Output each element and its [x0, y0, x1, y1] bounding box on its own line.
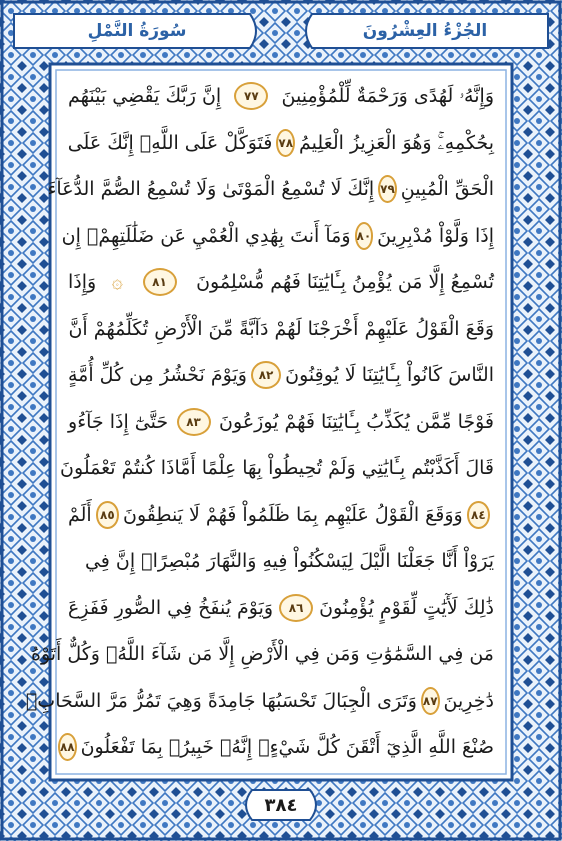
page-number: ٣٨٤ [264, 794, 298, 816]
ayah-number-marker: ٨٧ [421, 687, 440, 715]
ayah-number-marker: ٨٦ [279, 594, 313, 622]
verse-text: الْحَقِّ الْمُبِينِ [400, 178, 494, 200]
verse-line [68, 494, 494, 536]
verse-line [60, 447, 494, 489]
verse-text: فَوْجًا مِّمَّن يُكَذِّبُ بِـَٔايَٰتِنَا فَهُمْ يُوزَعُونَ [219, 410, 494, 433]
verse-text: تُسْمِعُ إِلَّا مَن يُؤْمِنُ بِـَٔايَٰتِنَا فَهُم مُّسْلِمُونَ [196, 271, 494, 293]
verse-line [68, 587, 494, 629]
verse-line [25, 680, 494, 722]
verse-text: دَٰخِرِينَ [443, 689, 494, 712]
surah-title: سُورَةُ النَّمْلِ [87, 21, 187, 41]
ayah-number-marker: ٧٧ [234, 82, 268, 110]
verse-line [68, 122, 494, 164]
verse-line [68, 540, 494, 582]
verse-text: وَقَعَ الْقَوْلُ عَلَيْهِمْ أَخْرَجْنَا لَهُمْ دَآبَّةً مِّنَ الْأَرْضِ تُكَلِّمُهُمْ أَنَّ [68, 317, 494, 340]
verse-text: مَن فِي السَّمَٰوَٰتِ وَمَن فِي الْأَرْضِ إِلَّا مَن شَآءَ اللَّهُۚ وَكُلٌّ أَتَوْهُ [31, 643, 494, 665]
verse-text: قَالَ أَكَذَّبْتُم بِـَٔايَٰتِي وَلَمْ تُحِيطُواْ بِهَا عِلْمًا أَمَّاذَا كُنتُمْ تَعْمَلُونَ [60, 457, 494, 479]
ayah-number-marker: ٨١ [143, 268, 177, 296]
verse-text: حَتَّىٰٓ إِذَا جَآءُو [68, 410, 169, 433]
verse-line [68, 261, 494, 303]
verse-text: إِذَا وَلَّوْاْ مُدْبِرِينَ [377, 224, 494, 247]
rub-el-hizb-marker: ۞ [111, 271, 123, 293]
verse-line [68, 308, 494, 350]
verse-text: النَّاسَ كَانُواْ بِـَٔايَٰتِنَا لَا يُوقِنُونَ [285, 364, 494, 386]
verse-line [68, 75, 494, 117]
verse-text: يَرَوْاْ أَنَّا جَعَلْنَا الَّيْلَ لِيَسْكُنُواْ فِيهِ وَالنَّهَارَ مُبْصِرًاۚ إِنَّ فِي [84, 550, 494, 572]
verse-text: وَإِذَا [68, 271, 97, 293]
ayah-number-marker: ٧٩ [378, 175, 397, 203]
verse-text: وَيَوْمَ نَحْشُرُ مِن كُلِّ أُمَّةٍ [68, 364, 247, 386]
verse-text: إِنَّ رَبَّكَ يَقْضِي بَيْنَهُم [68, 85, 222, 107]
verse-line [68, 401, 494, 443]
verse-text: أَلَمْ [68, 503, 92, 526]
ayah-number-marker: ٨٤ [467, 501, 490, 529]
verse-text: إِنَّكَ لَا تُسْمِعُ الْمَوْتَىٰ وَلَا تُسْمِعُ الصُّمَّ الدُّعَآءَ [47, 178, 375, 200]
ayah-number-marker: ٨٠ [355, 222, 374, 250]
verse-line [68, 354, 494, 396]
verse-text: وَمَآ أَنتَ بِهَٰدِي الْعُمْيِ عَن ضَلَٰلَتِهِمْۖ إِن [61, 224, 351, 247]
ayah-number-marker: ٨٥ [96, 501, 119, 529]
juz-title: الجُزْءُ العِشْرُونَ [362, 21, 488, 41]
verse-text: وَيَوْمَ يُنفَخُ فِي الصُّورِ فَفَزِعَ [68, 596, 274, 619]
ayah-number-marker: ٨٨ [58, 733, 77, 761]
verse-text: صُنْعَ اللَّهِ الَّذِيٓ أَتْقَنَ كُلَّ شَيْءٍۚ إِنَّهُۥ خَبِيرُۢ بِمَا تَفْعَلُونَ [80, 736, 494, 758]
verse-text: وَتَرَى الْجِبَالَ تَحْسَبُهَا جَامِدَةً وَهِيَ تَمُرُّ مَرَّ السَّحَابِۚ [25, 689, 417, 712]
verse-line [59, 726, 494, 768]
verse-line [61, 215, 494, 257]
quran-text-block [25, 75, 494, 773]
verse-text: بِحُكْمِهِۦۚ وَهُوَ الْعَزِيزُ الْعَلِيمُ [299, 131, 494, 154]
verse-text: وَوَقَعَ الْقَوْلُ عَلَيْهِم بِمَا ظَلَمُواْ فَهُمْ لَا يَنطِقُونَ [122, 503, 463, 526]
verse-text: وَإِنَّهُۥ لَهُدًى وَرَحْمَةٌ لِّلْمُؤْمِنِينَ [281, 85, 494, 107]
verse-line [31, 633, 494, 675]
ayah-number-marker: ٨٢ [251, 361, 281, 389]
verse-text: ذَٰلِكَ لَأٓيَٰتٍ لِّقَوْمٍ يُؤْمِنُونَ [319, 596, 494, 619]
ayah-number-marker: ٧٨ [276, 129, 295, 157]
ayah-number-marker: ٨٣ [177, 408, 211, 436]
verse-line [47, 168, 494, 210]
verse-text: فَتَوَكَّلْ عَلَى اللَّهِۖ إِنَّكَ عَلَى [67, 131, 273, 154]
